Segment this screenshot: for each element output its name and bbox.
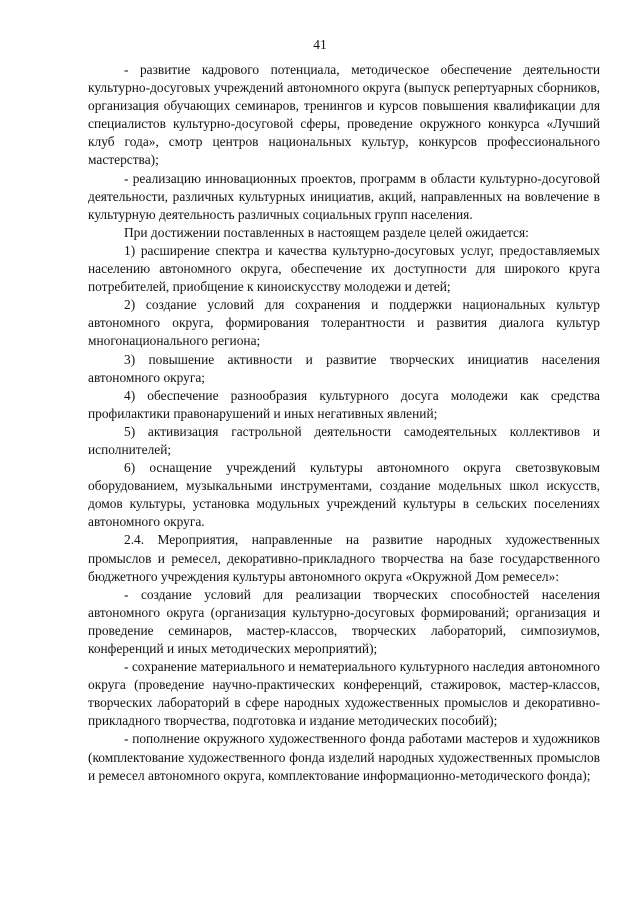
paragraph-expected-results-intro: При достижении поставленных в настоящем разделе целей ожидается:	[124, 224, 529, 240]
list-item-4: 4) обеспечение разнообразия культурного досуга молодежи как средства профилактики правонарушений и иных негативных явлений;	[88, 387, 600, 421]
paragraph-heritage-preservation: - сохранение материального и нематериального культурного наследия автономного округа (проведение научно-практических конференций, стажировок, мастер-классов, творческих лабораторий в сфере народных художественных промыслов и декоративно-прикладного творчества, подготовка и издание методических пособий);	[88, 659, 600, 729]
list-item-6: 6) оснащение учреждений культуры автономного округа светозвуковым оборудованием, музыкальными инструментами, создание модельных школ искусств, домов культуры, установка модульных учреждений культуры в сельских поселениях автономного округа.	[88, 460, 600, 530]
paragraph-art-fund: - пополнение окружного художественного фонда работами мастеров и художников (комплектование художественного фонда изделий народных художественных промыслов и ремесел автономного округа, комплектование информационно-методического фонда);	[88, 731, 600, 783]
section-2-4-heading: 2.4. Мероприятия, направленные на развитие народных художественных промыслов и ремесел, декоративно-прикладного творчества на базе государственного бюджетного учреждения культуры автономного округа «Окружной Дом ремесел»:	[88, 532, 600, 584]
document-body	[88, 61, 600, 785]
list-item-3: 3) повышение активности и развитие творческих инициатив населения автономного округа;	[88, 351, 600, 385]
list-item-1: 1) расширение спектра и качества культурно-досуговых услуг, предоставляемых населению автономного округа, обеспечение их доступности для широкого круга потребителей, приобщение к киноискусству молодежи и детей;	[88, 242, 600, 295]
list-item-5: 5) активизация гастрольной деятельности самодеятельных коллективов и исполнителей;	[88, 423, 600, 457]
page-number: 41	[313, 37, 327, 52]
list-item-2: 2) создание условий для сохранения и поддержки национальных культур автономного округа, формирования толерантности и развития диалога культур многонационального региона;	[88, 297, 600, 349]
paragraph-staff-development: - развитие кадрового потенциала, методическое обеспечение деятельности культурно-досуговых учреждений автономного округа (выпуск репертуарных сборников, организация обучающих семинаров, тренингов и курсов повышения квалификации для специалистов культурно-досуговой сферы, проведение окружного конкурса «Лучший клуб года», смотр центров национальных культур, конкурсов профессионального мастерства);	[88, 62, 600, 168]
paragraph-innovative-projects: - реализацию инновационных проектов, программ в области культурно-досуговой деятельности, различных культурных инициатив, акций, направленных на вовлечение в культурную деятельность различных социальных групп населения.	[88, 170, 600, 222]
paragraph-creative-conditions: - создание условий для реализации творческих способностей населения автономного округа (организация культурно-досуговых формирований; организация и проведение семинаров, мастер-классов, творческих лабораторий, симпозиумов, конференций и иных методических мероприятий);	[88, 586, 600, 656]
